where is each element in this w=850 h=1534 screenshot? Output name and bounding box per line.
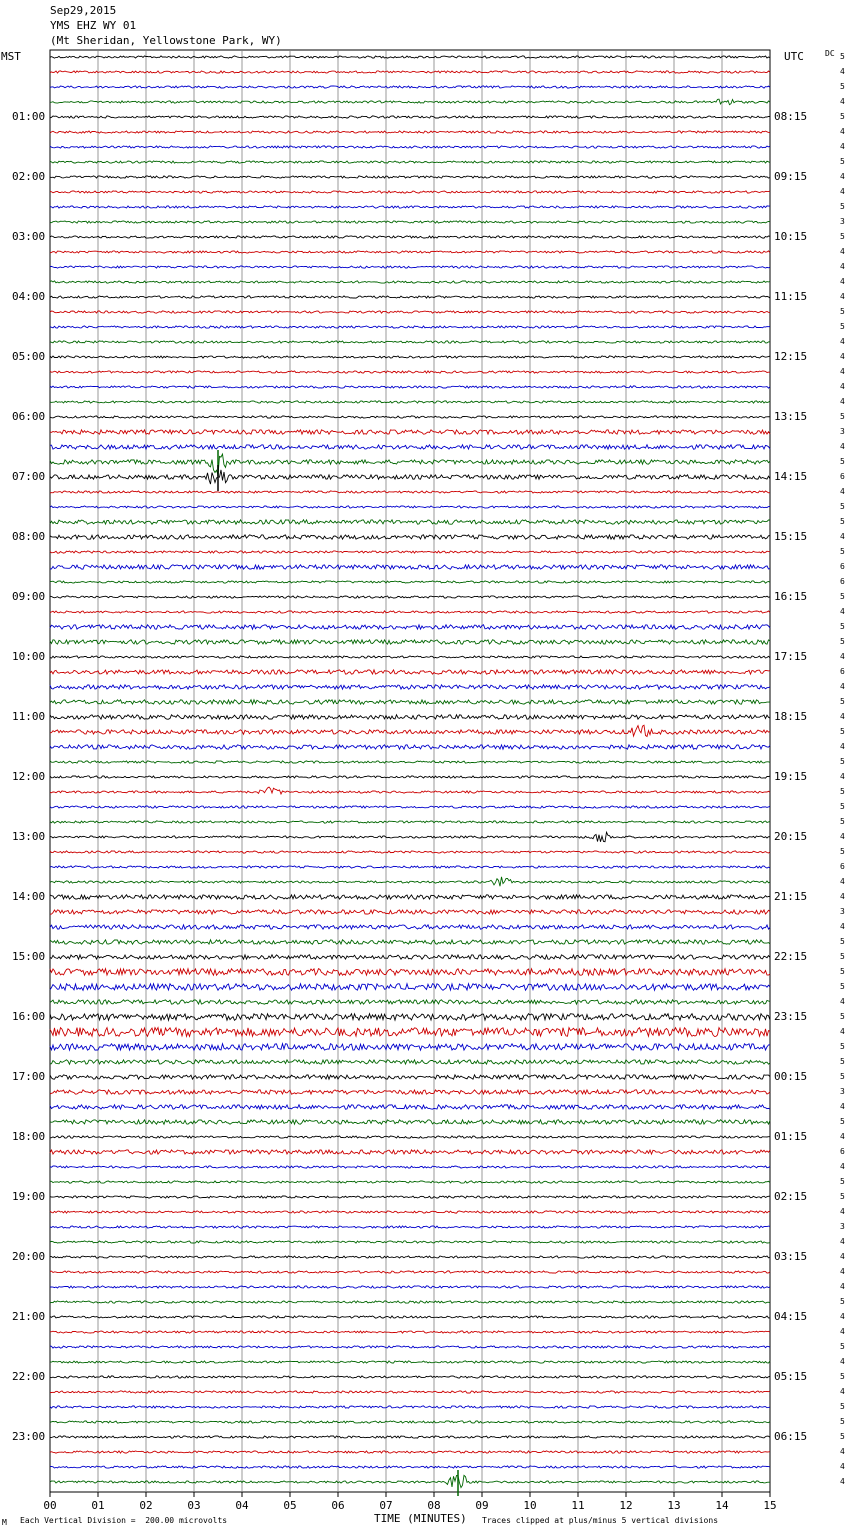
left-hour-label: 09:00 — [12, 590, 46, 603]
dc-offset-value: 4 — [840, 487, 845, 496]
dc-offset-value: 6 — [840, 562, 845, 571]
trace-line — [50, 725, 770, 736]
x-tick-label: 09 — [475, 1499, 489, 1512]
trace-line — [50, 1105, 770, 1109]
dc-offset-value: 4 — [840, 712, 845, 721]
dc-offset-value: 5 — [840, 1342, 845, 1351]
trace-line — [50, 1000, 770, 1004]
trace-line — [50, 1271, 770, 1273]
left-hour-label: 05:00 — [12, 350, 46, 363]
trace-line — [50, 445, 770, 449]
dc-offset-value: 5 — [840, 232, 845, 241]
trace-line — [50, 430, 770, 434]
left-hour-label: 10:00 — [12, 650, 46, 663]
dc-offset-value: 4 — [840, 892, 845, 901]
dc-offset-value: 5 — [840, 1417, 845, 1426]
left-hour-label: 08:00 — [12, 530, 46, 543]
trace-line — [50, 1451, 770, 1453]
dc-offset-value: 4 — [840, 1132, 845, 1141]
dc-offset-value: 5 — [840, 982, 845, 991]
dc-offset-value: 5 — [840, 1117, 845, 1126]
trace-line — [50, 640, 770, 644]
dc-offset-value: 5 — [840, 1177, 845, 1186]
dc-offset-value: 4 — [840, 922, 845, 931]
trace-line — [50, 787, 770, 794]
right-hour-label: 15:15 — [774, 530, 808, 543]
dc-offset-value: 5 — [840, 802, 845, 811]
dc-offset-value: 4 — [840, 1237, 845, 1246]
trace-line — [50, 700, 770, 704]
x-tick-label: 14 — [715, 1499, 729, 1512]
dc-offset-value: 5 — [840, 412, 845, 421]
left-hour-label: 23:00 — [12, 1430, 46, 1443]
trace-line — [50, 326, 770, 328]
dc-offset-value: 4 — [840, 352, 845, 361]
dc-offset-value: 5 — [840, 82, 845, 91]
scale-note: Each Vertical Division = 200.00 microvolts — [20, 1516, 228, 1525]
dc-offset-value: 4 — [840, 742, 845, 751]
x-tick-label: 00 — [43, 1499, 57, 1512]
trace-line — [50, 877, 770, 886]
trace-line — [50, 1028, 770, 1037]
x-tick-label: 15 — [763, 1499, 777, 1512]
dc-offset-value: 4 — [840, 1447, 845, 1456]
trace-line — [50, 1136, 770, 1138]
trace-line — [50, 266, 770, 268]
chart-date: Sep29,2015 — [50, 4, 117, 17]
dc-offset-value: 5 — [840, 1402, 845, 1411]
dc-offset-value: 4 — [840, 142, 845, 151]
left-hour-label: 19:00 — [12, 1190, 46, 1203]
trace-line — [50, 745, 770, 749]
x-axis-ticks — [43, 1492, 776, 1512]
dc-offset-value: 4 — [840, 292, 845, 301]
right-hour-label: 19:15 — [774, 770, 808, 783]
dc-offset-value: 3 — [840, 217, 845, 226]
dc-offset-value: 4 — [840, 1027, 845, 1036]
trace-line — [50, 1075, 770, 1079]
trace-line — [50, 131, 770, 133]
dc-offset-value: 6 — [840, 1147, 845, 1156]
trace-line — [50, 356, 770, 358]
trace-line — [50, 1391, 770, 1393]
right-hour-label: 02:15 — [774, 1190, 808, 1203]
trace-line — [50, 1286, 770, 1288]
station-location: (Mt Sheridan, Yellowstone Park, WY) — [50, 34, 282, 47]
trace-line — [50, 1256, 770, 1258]
dc-offset-value: 5 — [840, 457, 845, 466]
trace-line — [50, 910, 770, 914]
dc-offset-value: 4 — [840, 652, 845, 661]
dc-offset-value: 5 — [840, 967, 845, 976]
right-hour-label: 17:15 — [774, 650, 808, 663]
right-hour-label: 06:15 — [774, 1430, 808, 1443]
dc-offset-value: 5 — [840, 112, 845, 121]
trace-line — [50, 1346, 770, 1348]
dc-offset-value: 4 — [840, 1162, 845, 1171]
trace-line — [50, 401, 770, 403]
right-hour-label: 08:15 — [774, 110, 808, 123]
dc-offset-value: 4 — [840, 277, 845, 286]
dc-offset-value: 4 — [840, 262, 845, 271]
trace-line — [50, 206, 770, 208]
trace-line — [50, 625, 770, 629]
dc-offset-value: 4 — [840, 247, 845, 256]
dc-offset-value: 4 — [840, 187, 845, 196]
dc-offset-value: 5 — [840, 202, 845, 211]
dc-offset-value: 4 — [840, 367, 845, 376]
left-hour-label: 04:00 — [12, 290, 46, 303]
left-hour-label: 13:00 — [12, 830, 46, 843]
x-tick-label: 08 — [427, 1499, 441, 1512]
trace-line — [50, 221, 770, 223]
left-hour-label: 06:00 — [12, 410, 46, 423]
trace-line — [50, 416, 770, 418]
x-axis-title: TIME (MINUTES) — [374, 1512, 467, 1525]
trace-line — [50, 176, 770, 178]
dc-offset-value: 4 — [840, 1477, 845, 1486]
right-hour-label: 11:15 — [774, 290, 808, 303]
right-hour-label: 13:15 — [774, 410, 808, 423]
trace-line — [50, 821, 770, 823]
dc-offset-value: 4 — [840, 1252, 845, 1261]
left-hour-label: 12:00 — [12, 770, 46, 783]
dc-offset-value: 5 — [840, 517, 845, 526]
dc-offset-value: 4 — [840, 877, 845, 886]
trace-line — [50, 1301, 770, 1303]
x-tick-label: 10 — [523, 1499, 537, 1512]
trace-line — [50, 969, 770, 976]
left-hour-label: 17:00 — [12, 1070, 46, 1083]
trace-line — [50, 341, 770, 343]
trace-line — [50, 1150, 770, 1154]
dc-offset-value: 6 — [840, 577, 845, 586]
dc-offset-value: 4 — [840, 1102, 845, 1111]
trace-line — [50, 1166, 770, 1168]
trace-line — [50, 1044, 770, 1051]
trace-line — [50, 520, 770, 524]
trace-line — [50, 832, 770, 842]
right-hour-label: 14:15 — [774, 470, 808, 483]
trace-line — [50, 1475, 770, 1487]
dc-offset-value: 5 — [840, 817, 845, 826]
left-hour-label: 07:00 — [12, 470, 46, 483]
dc-offset-value: 5 — [840, 1372, 845, 1381]
dc-offset-value: 5 — [840, 502, 845, 511]
dc-offset-value: 5 — [840, 547, 845, 556]
right-hour-label: 04:15 — [774, 1310, 808, 1323]
dc-offset-value: 4 — [840, 442, 845, 451]
left-hour-label: 20:00 — [12, 1250, 46, 1263]
trace-line — [50, 1211, 770, 1213]
trace-line — [50, 86, 770, 88]
dc-offset-value: 5 — [840, 322, 845, 331]
dc-offset-value: 4 — [840, 382, 845, 391]
trace-line — [50, 296, 770, 298]
left-hour-label: 14:00 — [12, 890, 46, 903]
left-hour-label: 16:00 — [12, 1010, 46, 1023]
trace-line — [50, 491, 770, 493]
right-hour-label: 01:15 — [774, 1130, 808, 1143]
left-hour-label: 22:00 — [12, 1370, 46, 1383]
x-tick-label: 05 — [283, 1499, 297, 1512]
dc-offset-value: 4 — [840, 772, 845, 781]
x-tick-label: 03 — [187, 1499, 201, 1512]
trace-line — [50, 895, 770, 899]
dc-offset-value: 4 — [840, 1387, 845, 1396]
dc-offset-value: 5 — [840, 847, 845, 856]
trace-line — [50, 99, 770, 105]
trace-line — [50, 1014, 770, 1021]
trace-line — [50, 1436, 770, 1438]
right-hour-label: 21:15 — [774, 890, 808, 903]
trace-line — [50, 851, 770, 853]
trace-line — [50, 386, 770, 388]
trace-line — [50, 611, 770, 613]
trace-line — [50, 56, 770, 58]
trace-line — [50, 761, 770, 763]
dc-offset-value: 5 — [840, 1012, 845, 1021]
right-hour-label: 22:15 — [774, 950, 808, 963]
trace-line — [50, 311, 770, 313]
trace-line — [50, 1060, 770, 1064]
left-hour-label: 02:00 — [12, 170, 46, 183]
clip-note: Traces clipped at plus/minus 5 vertical divisions — [482, 1516, 719, 1525]
trace-line — [50, 984, 770, 991]
left-hour-label: 21:00 — [12, 1310, 46, 1323]
dc-offset-value: 6 — [840, 862, 845, 871]
trace-line — [50, 685, 770, 689]
trace-line — [50, 1241, 770, 1243]
trace-line — [50, 596, 770, 598]
dc-label: DC — [825, 49, 835, 58]
trace-line — [50, 955, 770, 959]
trace-line — [50, 191, 770, 193]
trace-line — [50, 1120, 770, 1124]
right-hour-label: 09:15 — [774, 170, 808, 183]
dc-offset-value: 4 — [840, 397, 845, 406]
dc-offset-value: 5 — [840, 937, 845, 946]
dc-offset-value: 4 — [840, 832, 845, 841]
right-hour-label: 10:15 — [774, 230, 808, 243]
right-timezone-label: UTC — [784, 50, 804, 63]
trace-line — [50, 236, 770, 238]
dc-offset-value: 4 — [840, 532, 845, 541]
dc-offset-value: 5 — [840, 952, 845, 961]
dc-offset-value: 5 — [840, 757, 845, 766]
right-hour-label: 23:15 — [774, 1010, 808, 1023]
dc-offset-value: 4 — [840, 1327, 845, 1336]
trace-line — [50, 371, 770, 373]
left-hour-label: 15:00 — [12, 950, 46, 963]
trace-line — [50, 866, 770, 868]
left-hour-label: 11:00 — [12, 710, 46, 723]
right-hour-label: 03:15 — [774, 1250, 808, 1263]
dc-offset-value: 5 — [840, 637, 845, 646]
dc-offset-value: 5 — [840, 1072, 845, 1081]
dc-offset-value: 4 — [840, 1207, 845, 1216]
dc-offset-value: 5 — [840, 1057, 845, 1066]
station-id: YMS EHZ WY 01 — [50, 19, 137, 32]
left-timezone-label: MST — [1, 50, 21, 63]
dc-offset-value: 4 — [840, 67, 845, 76]
dc-offset-value: 4 — [840, 1357, 845, 1366]
dc-offset-value: 5 — [840, 307, 845, 316]
trace-line — [50, 1090, 770, 1094]
dc-offset-value: 4 — [840, 1267, 845, 1276]
trace-line — [50, 116, 770, 118]
right-hour-label: 12:15 — [774, 350, 808, 363]
dc-offset-value: 5 — [840, 592, 845, 601]
dc-offset-value: 6 — [840, 667, 845, 676]
trace-line — [50, 776, 770, 778]
x-tick-label: 12 — [619, 1499, 633, 1512]
trace-line — [50, 470, 770, 484]
trace-line — [50, 715, 770, 719]
trace-line — [50, 1466, 770, 1468]
dc-offset-value: 4 — [840, 172, 845, 181]
left-hour-label: 18:00 — [12, 1130, 46, 1143]
right-hour-label: 16:15 — [774, 590, 808, 603]
trace-line — [50, 1361, 770, 1363]
x-tick-label: 07 — [379, 1499, 393, 1512]
dc-offset-value: 4 — [840, 682, 845, 691]
dc-offset-value: 4 — [840, 607, 845, 616]
dc-offset-value: 5 — [840, 52, 845, 61]
dc-offset-value: 5 — [840, 157, 845, 166]
dc-offset-value: 5 — [840, 697, 845, 706]
trace-line — [50, 656, 770, 658]
dc-offset-value: 3 — [840, 907, 845, 916]
trace-line — [50, 506, 770, 508]
trace-line — [50, 1421, 770, 1423]
trace-line — [50, 454, 770, 475]
dc-offset-value: 5 — [840, 622, 845, 631]
mark-glyph: M — [2, 1518, 7, 1527]
trace-line — [50, 806, 770, 808]
trace-line — [50, 1196, 770, 1198]
trace-lines — [50, 56, 770, 1496]
dc-offset-value: 4 — [840, 1462, 845, 1471]
dc-offset-value: 4 — [840, 1312, 845, 1321]
right-hour-label: 00:15 — [774, 1070, 808, 1083]
trace-line — [50, 581, 770, 583]
trace-line — [50, 1331, 770, 1333]
dc-offset-value: 4 — [840, 127, 845, 136]
right-hour-label: 05:15 — [774, 1370, 808, 1383]
dc-offset-value: 6 — [840, 472, 845, 481]
trace-line — [50, 251, 770, 253]
left-hour-label: 01:00 — [12, 110, 46, 123]
x-tick-label: 06 — [331, 1499, 345, 1512]
trace-line — [50, 551, 770, 553]
x-tick-label: 01 — [91, 1499, 105, 1512]
dc-offset-value: 5 — [840, 727, 845, 736]
trace-line — [50, 1316, 770, 1318]
trace-line — [50, 535, 770, 539]
trace-line — [50, 670, 770, 674]
dc-offset-value: 4 — [840, 997, 845, 1006]
dc-offset-value: 5 — [840, 1042, 845, 1051]
trace-line — [50, 71, 770, 73]
dc-offset-value: 4 — [840, 1282, 845, 1291]
dc-offset-value: 4 — [840, 337, 845, 346]
trace-line — [50, 1181, 770, 1183]
right-hour-label: 18:15 — [774, 710, 808, 723]
dc-offset-value: 3 — [840, 427, 845, 436]
trace-line — [50, 1226, 770, 1228]
trace-line — [50, 565, 770, 569]
left-hour-label: 03:00 — [12, 230, 46, 243]
dc-offset-value: 4 — [840, 97, 845, 106]
dc-offset-value: 3 — [840, 1087, 845, 1096]
trace-line — [50, 1406, 770, 1408]
trace-line — [50, 161, 770, 163]
x-tick-label: 02 — [139, 1499, 153, 1512]
dc-offset-value: 5 — [840, 1432, 845, 1441]
dc-offset-value: 3 — [840, 1222, 845, 1231]
dc-offset-value: 5 — [840, 787, 845, 796]
right-hour-label: 20:15 — [774, 830, 808, 843]
x-tick-label: 04 — [235, 1499, 249, 1512]
dc-offset-value: 5 — [840, 1192, 845, 1201]
trace-line — [50, 925, 770, 929]
trace-line — [50, 146, 770, 148]
dc-offset-value: 5 — [840, 1297, 845, 1306]
trace-line — [50, 1376, 770, 1378]
trace-line — [50, 940, 770, 944]
trace-line — [50, 281, 770, 283]
x-tick-label: 13 — [667, 1499, 681, 1512]
x-tick-label: 11 — [571, 1499, 585, 1512]
